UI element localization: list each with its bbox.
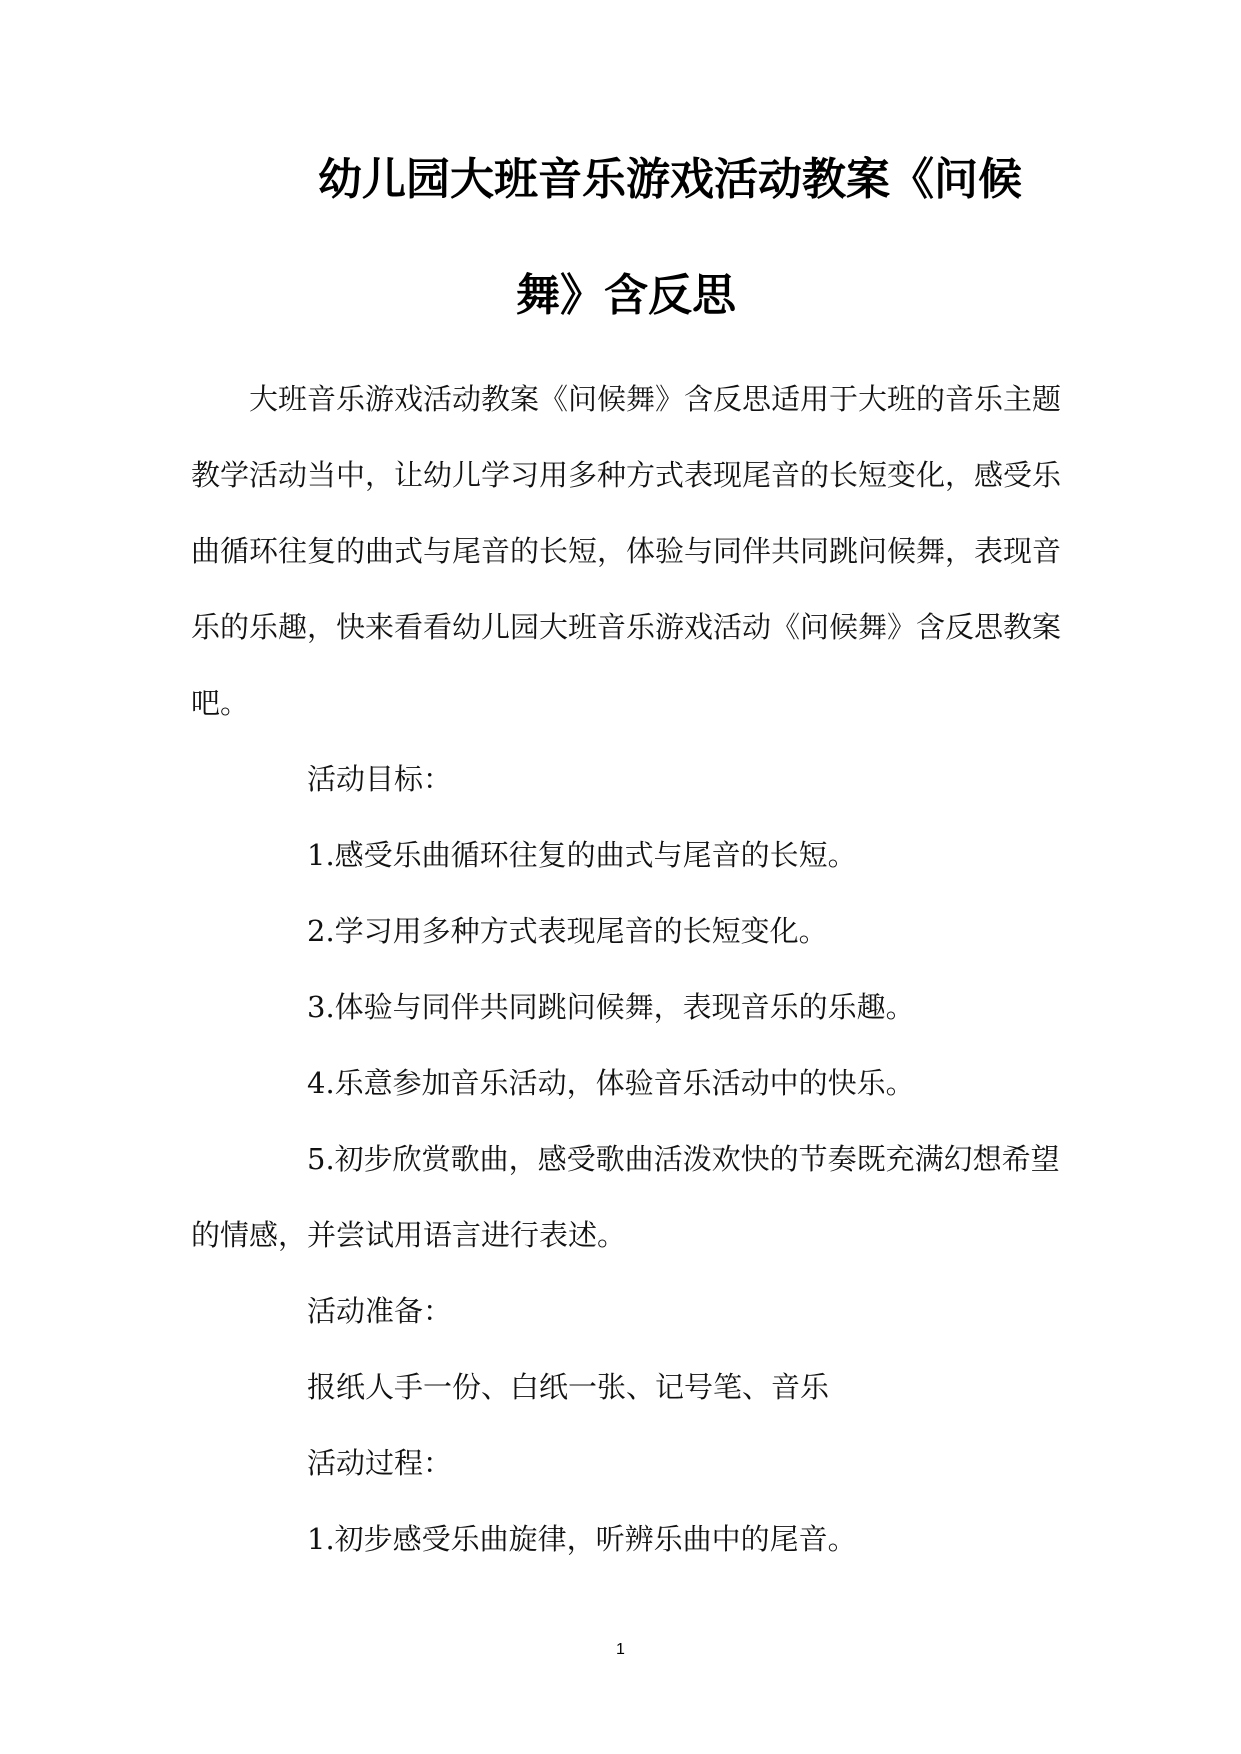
goal-item-1: 1.感受乐曲循环往复的曲式与尾音的长短。 bbox=[307, 838, 857, 872]
goal-item-5 bbox=[191, 1121, 1061, 1273]
goal-item-2: 2.学习用多种方式表现尾音的长短变化。 bbox=[307, 914, 828, 948]
intro-line: 大班音乐游戏活动教案《问候舞》含反思适用于大班的音乐主题 bbox=[249, 382, 1062, 416]
process-step-1: 1.初步感受乐曲旋律，听辨乐曲中的尾音。 bbox=[307, 1522, 857, 1556]
document-title bbox=[191, 122, 1061, 354]
intro-paragraph bbox=[191, 361, 1061, 741]
goal-item-3: 3.体验与同伴共同跳问候舞，表现音乐的乐趣。 bbox=[307, 990, 915, 1024]
intro-line: 教学活动当中，让幼儿学习用多种方式表现尾音的长短变化，感受乐 bbox=[191, 458, 1062, 492]
section-heading-goals: 活动目标： bbox=[307, 762, 453, 796]
goal-item-line: 的情感，并尝试用语言进行表述。 bbox=[191, 1218, 627, 1252]
document-body bbox=[191, 361, 1061, 1577]
goals-list bbox=[191, 817, 1061, 1273]
intro-line: 吧。 bbox=[191, 686, 250, 720]
intro-line: 乐的乐趣，快来看看幼儿园大班音乐游戏活动《问候舞》含反思教案 bbox=[191, 610, 1062, 644]
goal-item-4: 4.乐意参加音乐活动，体验音乐活动中的快乐。 bbox=[307, 1066, 915, 1100]
intro-line: 曲循环往复的曲式与尾音的长短，体验与同伴共同跳问候舞，表现音 bbox=[191, 534, 1062, 568]
section-heading-preparation: 活动准备： bbox=[307, 1294, 453, 1328]
title-line-1: 幼儿园大班音乐游戏活动教案《问候 bbox=[318, 154, 1022, 205]
goal-item-line: 5.初步欣赏歌曲，感受歌曲活泼欢快的节奏既充满幻想希望 bbox=[307, 1142, 1060, 1176]
preparation-text: 报纸人手一份、白纸一张、记号笔、音乐 bbox=[307, 1370, 830, 1404]
page-number: 1 bbox=[616, 1641, 625, 1658]
section-heading-process: 活动过程： bbox=[307, 1446, 453, 1480]
title-line-2: 舞》含反思 bbox=[516, 270, 736, 321]
